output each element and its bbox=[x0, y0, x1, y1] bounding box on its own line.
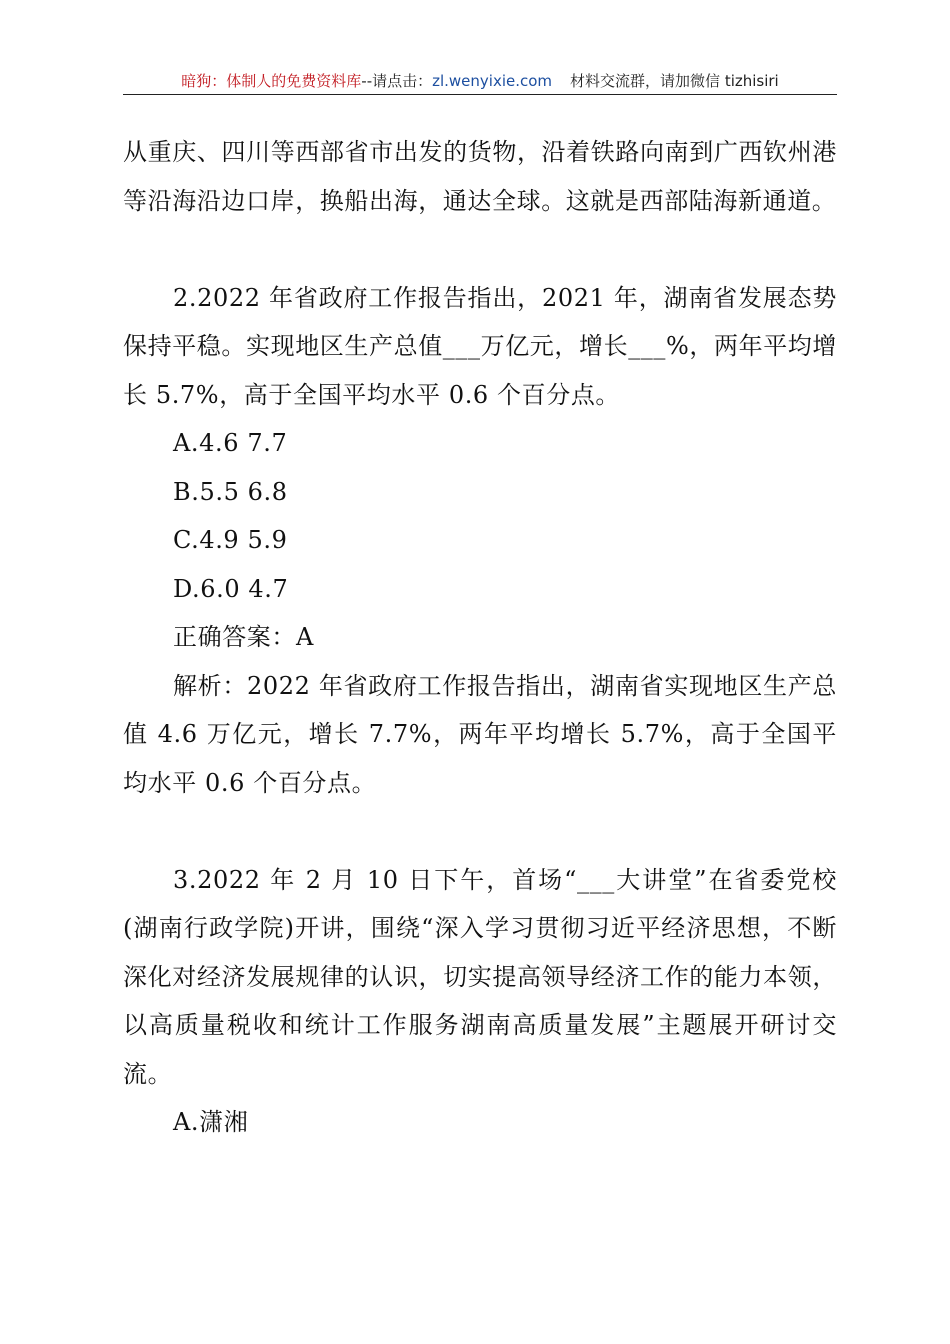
question-2-option-a: A.4.6 7.7 bbox=[173, 429, 288, 457]
question-2-option-c: C.4.9 5.9 bbox=[173, 526, 288, 554]
question-2-text: 2.2022 年省政府工作报告指出，2021 年，湖南省发展态势保持平稳。实现地区生产总值___万亿元，增长___%，两年平均增长 5.7%，高于全国平均水平 0.6 个百分点。 bbox=[123, 283, 838, 409]
header-brand: 暗狗：体制人的免费资料库 bbox=[181, 72, 362, 90]
question-2-option-b: B.5.5 6.8 bbox=[173, 477, 288, 506]
question-2-analysis: 解析：2022 年省政府工作报告指出，湖南省实现地区生产总值 4.6 万亿元，增长 7.7%，两年平均增长 5.7%，高于全国平均水平 0.6 个百分点。 bbox=[123, 671, 837, 797]
question-2-answer: 正确答案：A bbox=[173, 623, 314, 651]
question-2-option-d: D.6.0 4.7 bbox=[173, 574, 289, 603]
document-body bbox=[123, 128, 837, 1147]
question-3-option-a: A.潇湘 bbox=[173, 1108, 249, 1136]
header-group-text: 材料交流群，请加微信 tizhisiri bbox=[570, 72, 779, 90]
question-3-text: 3.2022 年 2 月 10 日下午，首场“___大讲堂”在省委党校(湖南行政学院)开讲，围绕“深入学习贯彻习近平经济思想，不断深化对经济发展规律的认识，切实提高领导经济工作的能力本领，以高质量税收和统计工作服务湖南高质量发展”主题展开研讨交流。 bbox=[123, 865, 837, 1088]
header-click-prefix: --请点击： bbox=[361, 72, 433, 90]
intro-paragraph: 从重庆、四川等西部省市出发的货物，沿着铁路向南到广西钦州港等沿海沿边口岸，换船出海，通达全球。这就是西部陆海新通道。 bbox=[123, 138, 837, 215]
page-header bbox=[123, 68, 837, 95]
header-url-link[interactable]: zl.wenyixie.com bbox=[432, 72, 553, 90]
